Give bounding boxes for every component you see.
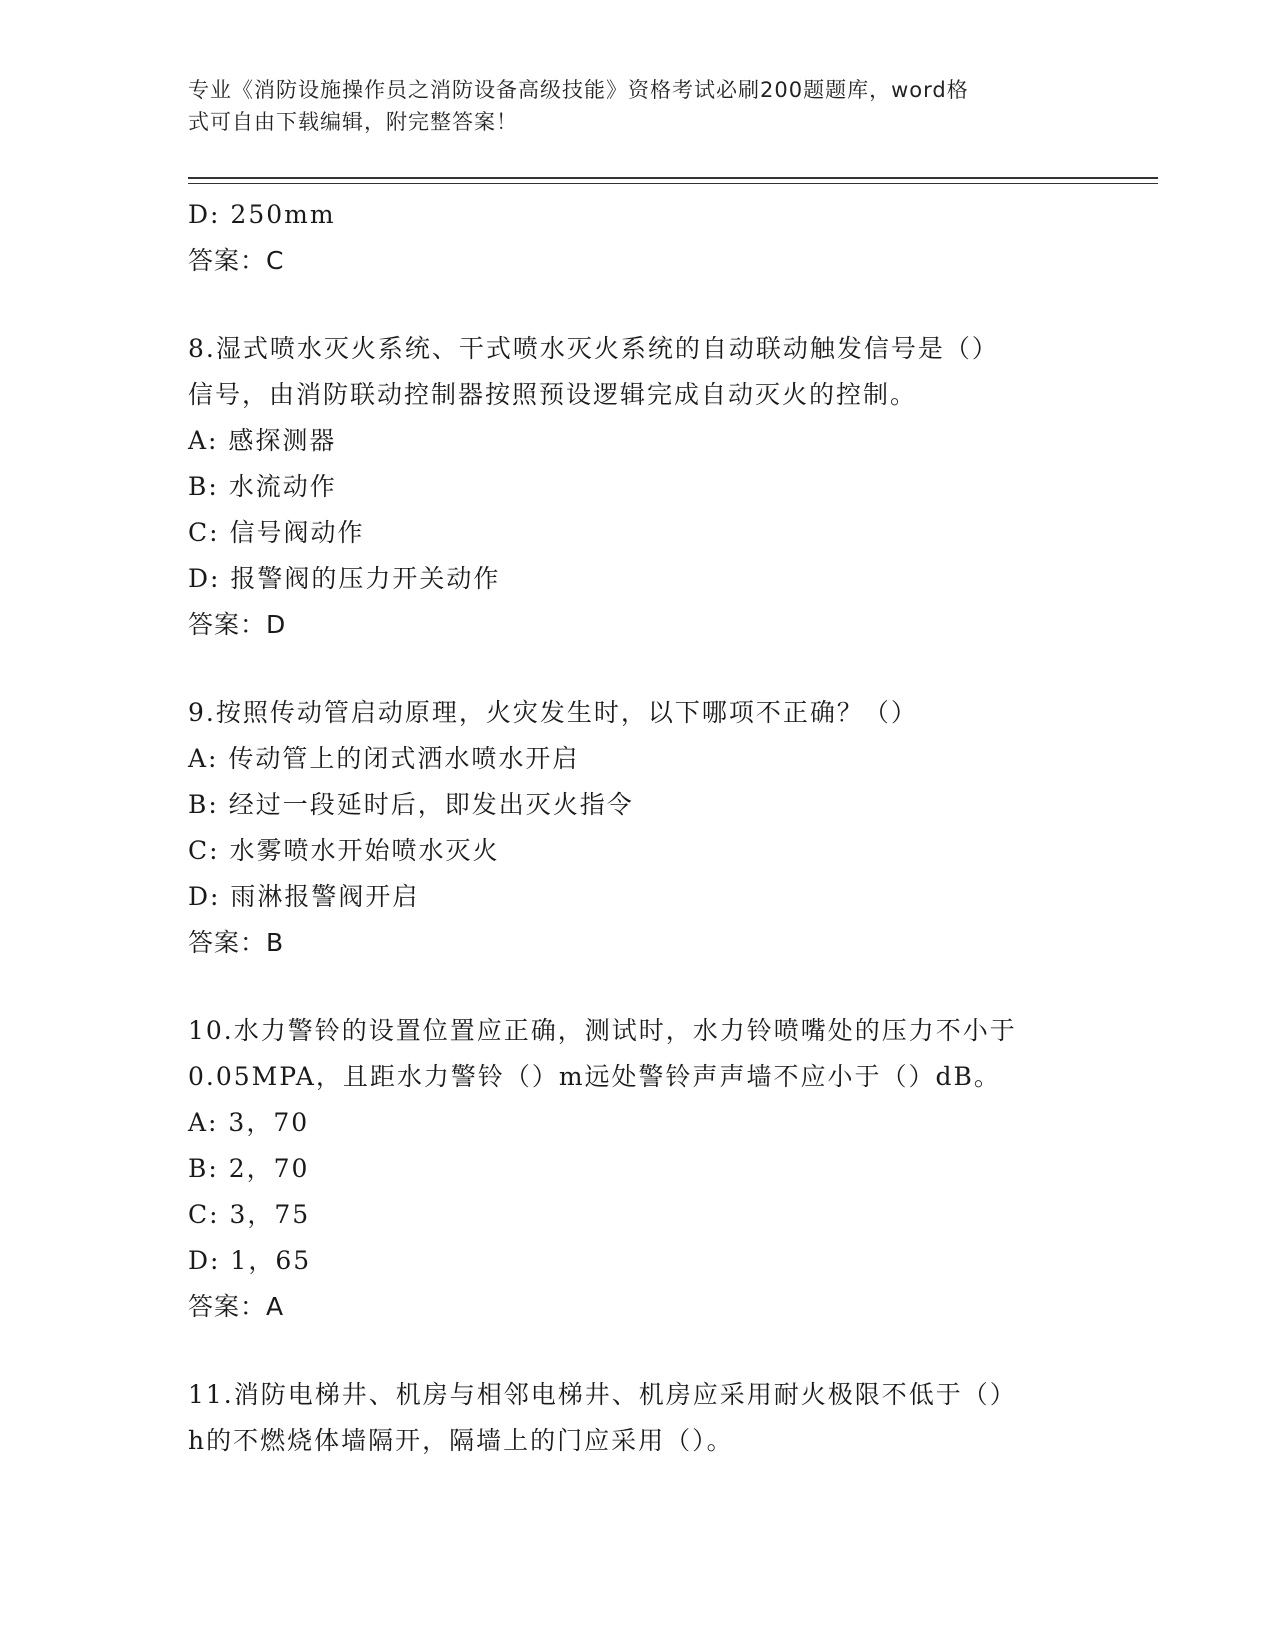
prev-option-d: D: 250mm [188,200,336,229]
answer: 答案：B [188,928,285,957]
option-d: D: 1，65 [188,1246,312,1275]
spacer [188,966,1088,1008]
question-9 [188,690,1088,966]
question-stem: 9.按照传动管启动原理，火灾发生时，以下哪项不正确？（） [188,698,918,727]
option-b: B: 2，70 [188,1154,310,1183]
question-content [188,192,1088,1464]
question-stem: 8.湿式喷水灭火系统、干式喷水灭火系统的自动联动触发信号是（） [188,334,999,363]
option-d: D: 报警阀的压力开关动作 [188,564,501,593]
header-divider-thick [188,177,1158,179]
question-10 [188,1008,1088,1330]
header-line-1: 专业《消防设施操作员之消防设备高级技能》资格考试必刷200题题库，word格 [188,78,969,102]
answer: 答案：A [188,1292,285,1321]
option-c: C: 水雾喷水开始喷水灭火 [188,836,500,865]
question-stem-cont: 信号，由消防联动控制器按照预设逻辑完成自动灭火的控制。 [188,380,918,409]
answer: 答案：D [188,610,287,639]
question-stem-cont: 0.05MPA，且距水力警铃（）m远处警铃声声墙不应小于（）dB。 [188,1062,1001,1091]
question-8 [188,326,1088,648]
question-11 [188,1372,1088,1464]
header-divider-thin [188,183,1158,184]
option-a: A: 感探测器 [188,426,337,455]
option-c: C: 3，75 [188,1200,311,1229]
option-b: B: 水流动作 [188,472,337,501]
header-line-2: 式可自由下载编辑，附完整答案！ [188,110,518,134]
question-stem-cont: h的不燃烧体墙隔开，隔墙上的门应采用（）。 [188,1426,734,1455]
question-stem: 11.消防电梯井、机房与相邻电梯井、机房应采用耐火极限不低于（） [188,1380,1017,1409]
question-stem: 10.水力警铃的设置位置应正确，测试时，水力铃喷嘴处的压力不小于 [188,1016,1017,1045]
spacer [188,284,1088,326]
option-a: A: 传动管上的闭式洒水喷水开启 [188,744,580,773]
option-d: D: 雨淋报警阀开启 [188,882,420,911]
spacer [188,648,1088,690]
option-a: A: 3，70 [188,1108,310,1137]
prev-answer: 答案：C [188,246,285,275]
option-c: C: 信号阀动作 [188,518,365,547]
page-header [188,74,1068,138]
option-b: B: 经过一段延时后，即发出灭火指令 [188,790,634,819]
spacer [188,1330,1088,1372]
